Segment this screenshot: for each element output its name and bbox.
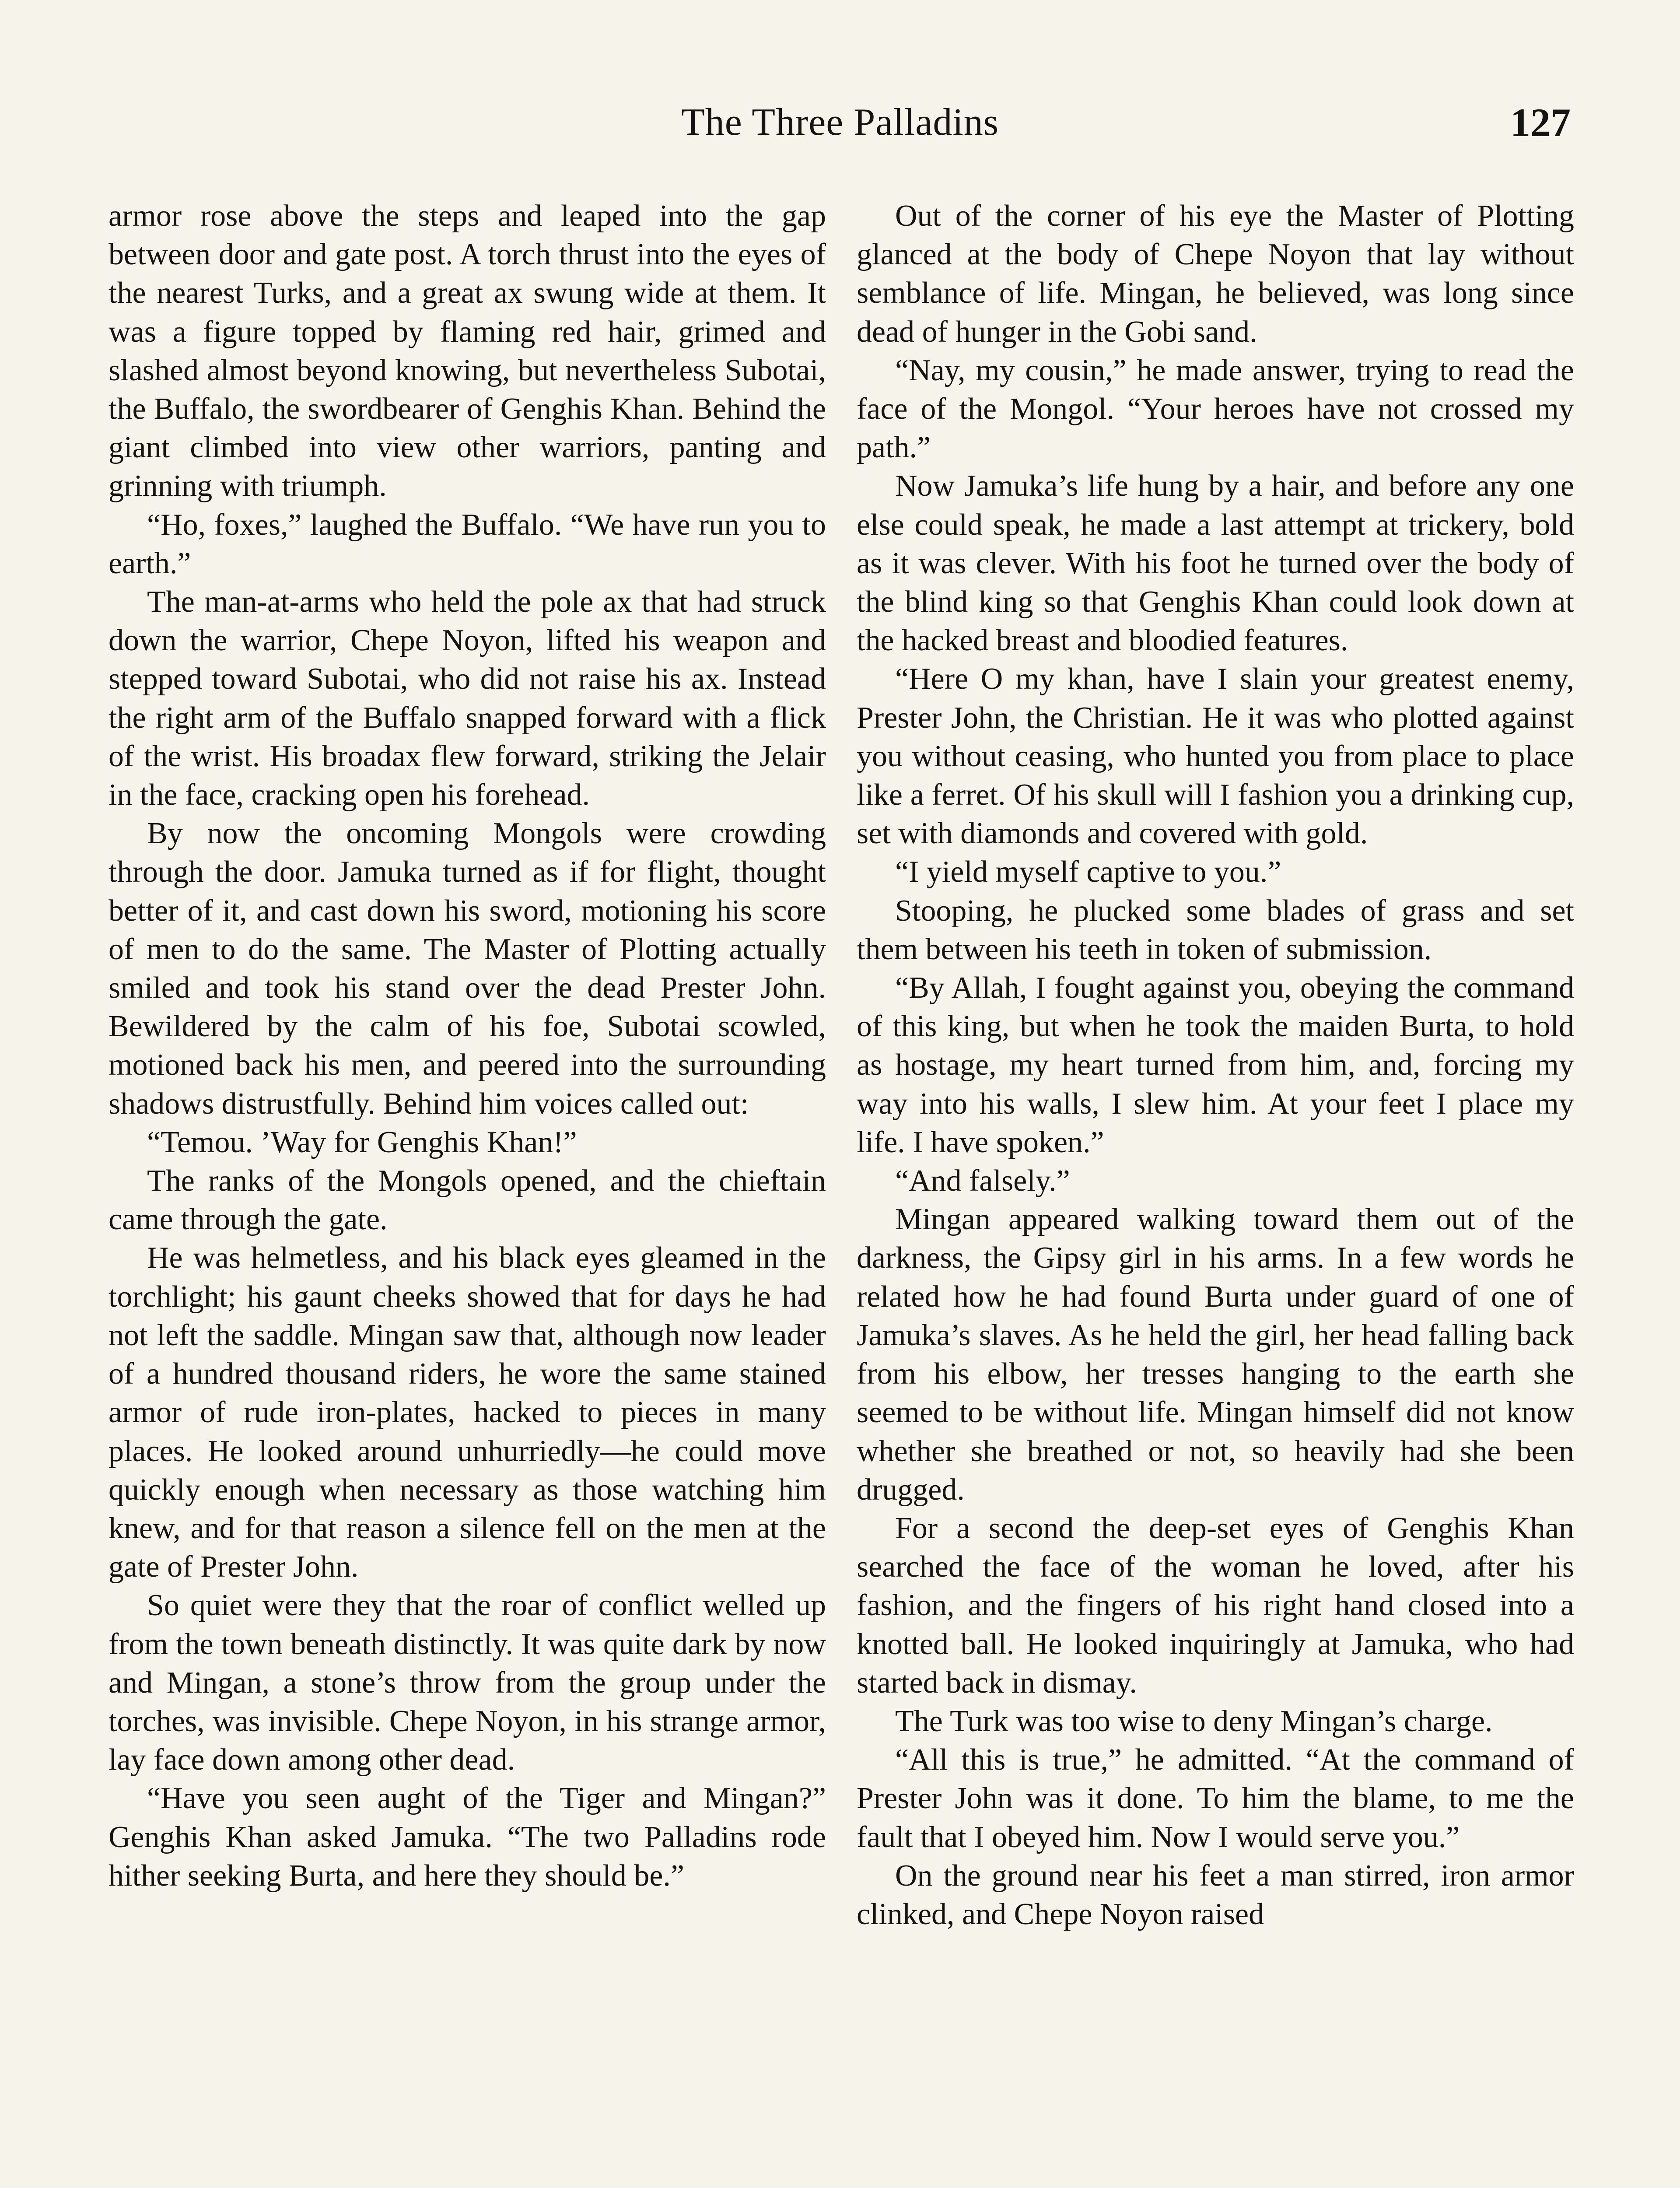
paragraph: The ranks of the Mongols opened, and the chieftain came through the gate.: [108, 1164, 826, 1237]
paragraph: “By Allah, I fought against you, obeying the command of this king, but when he took the maiden Burta, to hold as hostage, my heart turned from him, and, forcing my way into his walls, I slew him. At your feet I place my life. I have spoken.”: [857, 971, 1574, 1159]
left-column: [108, 197, 826, 1895]
paragraph: “Temou. ’Way for Genghis Khan!”: [147, 1125, 577, 1159]
paragraph: “Have you seen aught of the Tiger and Mingan?” Genghis Khan asked Jamuka. “The two Palladins rode hither seeking Burta, and here they should be.”: [108, 1781, 826, 1893]
page-number: 127: [1510, 100, 1571, 145]
paragraph: So quiet were they that the roar of conflict welled up from the town beneath distinctly. It was quite dark by now and Mingan, a stone’s throw from the group under the torches, was invisible. Chepe Noyon, in his strange armor, lay face down among other dead.: [108, 1588, 826, 1777]
paragraph: “And falsely.”: [895, 1164, 1070, 1198]
paragraph: Now Jamuka’s life hung by a hair, and before any one else could speak, he made a last attempt at trickery, bold as it was clever. With his foot he turned over the body of the blind king so that Genghis Khan could look down at the hacked breast and bloodied features.: [857, 469, 1574, 658]
paragraph: The man-at-arms who held the pole ax that had struck down the warrior, Chepe Noyon, lifted his weapon and stepped toward Subotai, who did not raise his ax. Instead the right arm of the Buffalo snapped forward with a flick of the wrist. His broadax flew forward, striking the Jelair in the face, cracking open his forehead.: [108, 585, 826, 812]
paragraph: “All this is true,” he admitted. “At the command of Prester John was it done. To him the blame, to me the fault that I obeyed him. Now I would serve you.”: [857, 1743, 1574, 1854]
paragraph: “Ho, foxes,” laughed the Buffalo. “We have run you to earth.”: [108, 508, 826, 580]
paragraph: For a second the deep-set eyes of Genghis Khan searched the face of the woman he loved, after his fashion, and the fingers of his right hand closed into a knotted ball. He looked inquiringly at Jamuka, who had started back in dismay.: [857, 1511, 1574, 1700]
paragraph: He was helmetless, and his black eyes gleamed in the torchlight; his gaunt cheeks showed that for days he had not left the saddle. Mingan saw that, although now leader of a hundred thousand riders, he wore the same stained armor of rude iron-plates, hacked to pieces in many places. He looked around unhurriedly—he could move quickly enough when necessary as those watching him knew, and for that reason a silence fell on the men at the gate of Prester John.: [108, 1241, 826, 1584]
right-column: [857, 197, 1574, 1934]
paragraph: The Turk was too wise to deny Mingan’s charge.: [895, 1704, 1493, 1738]
page-header: [109, 98, 1571, 147]
paragraph: “Here O my khan, have I slain your greatest enemy, Prester John, the Christian. He it was who plotted against you without ceasing, who hunted you from place to place like a ferret. Of his skull will I fashion you a drinking cup, set with diamonds and covered with gold.: [857, 662, 1574, 851]
paragraph: “I yield myself captive to you.”: [895, 855, 1281, 889]
paragraph: On the ground near his feet a man stirred, iron armor clinked, and Chepe Noyon raised: [857, 1858, 1574, 1931]
paragraph: “Nay, my cousin,” he made answer, trying to read the face of the Mongol. “Your heroes have not crossed my path.”: [857, 353, 1574, 465]
paragraph: armor rose above the steps and leaped into the gap between door and gate post. A torch thrust into the eyes of the nearest Turks, and a great ax swung wide at them. It was a figure topped by flaming red hair, grimed and slashed almost beyond knowing, but nevertheless Subotai, the Buffalo, the swordbearer of Genghis Khan. Behind the giant climbed into view other warriors, panting and grinning with triumph.: [108, 199, 826, 503]
paragraph: Mingan appeared walking toward them out of the darkness, the Gipsy girl in his arms. In a few words he related how he had found Burta under guard of one of Jamuka’s slaves. As he held the girl, her head falling back from his elbow, her tresses hanging to the earth she seemed to be without life. Mingan himself did not know whether she breathed or not, so heavily had she been drugged.: [857, 1203, 1574, 1507]
paragraph: Out of the corner of his eye the Master of Plotting glanced at the body of Chepe Noyon that lay without semblance of life. Mingan, he believed, was long since dead of hunger in the Gobi sand.: [857, 199, 1574, 349]
running-title: The Three Palladins: [681, 101, 999, 144]
paragraph: Stooping, he plucked some blades of grass and set them between his teeth in token of submission.: [857, 894, 1574, 966]
paragraph: By now the oncoming Mongols were crowding through the door. Jamuka turned as if for flight, thought better of it, and cast down his sword, motioning his score of men to do the same. The Master of Plotting actually smiled and took his stand over the dead Prester John. Bewildered by the calm of his foe, Subotai scowled, motioned back his men, and peered into the surrounding shadows distrustfully. Behind him voices called out:: [108, 817, 826, 1121]
